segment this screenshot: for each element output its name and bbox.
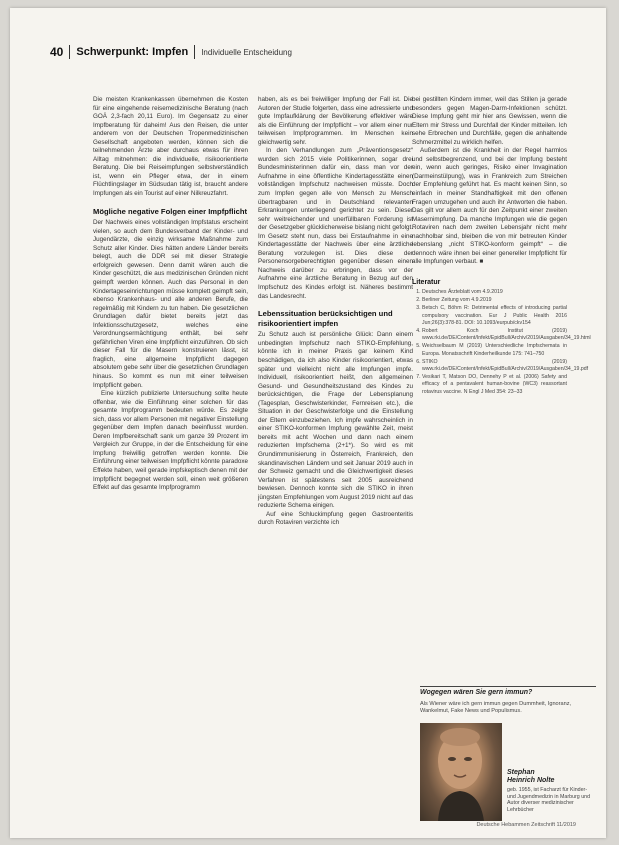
- literature-item: 1. Deutsches Ärzteblatt vom 4.9.2019: [422, 289, 567, 296]
- paragraph: In den Verhandlungen zum „Präventionsgesetz“ wurden sich 2015 viele Politikerinnen, sogar drei Bundesministerinnen dafür ein, dass man vor der Aufnahme in eine öffentliche Kindertagesstätte einen vollständigen Impfschutz nachweisen müsste. Doch zum Impfen gegen alle von Mensch zu Mensch übertragbaren und in Deutschland relevanten Erkrankungen unterliegend gerichtet zu sein. Dieser sehr weitreichender und unerfüllbaren Forderung ist der Gesetzgeber glücklicherweise bislang nicht gefolgt. Im Gesetz steht nun, dass bei Erstaufnahme in eine Kindertagesstätte der Nachweis über eine ärztliche Beratung vorzulegen ist. Dies diese der Personensorgeberechtigten gegenüber diesen einen Nachweis darüber zu erbringen, dass vor der Aufnahme eine ärztliche Beratung in Bezug auf den Impfschutz des Kindes erfolgt ist. Näheres bestimmt das Landesrecht.: [258, 147, 413, 300]
- literature-item: 7. Vesikari T, Matson DO, Dennehy P et al. (2006) Safety and efficacy of a pentavalent human-bovine (WC3) reassortant rotavirus vaccine. N Engl J Med 354: 23–33: [422, 374, 567, 396]
- header-divider: [69, 45, 70, 59]
- author-first-name: Stephan: [507, 769, 535, 776]
- section-heading: Mögliche negative Folgen einer Impfpflicht: [93, 206, 247, 216]
- literature-item: 5. Weichselbaum M (2019) Unterschiedliche Impfschemata in Europa. Monatsschrift Kinderheilkunde 175: 741–750: [422, 343, 567, 358]
- paragraph: haben, als es bei freiwilliger Impfung der Fall ist. Die Autoren der Studie folgerten, dass eine adressierte und gute Impfaufklärung der Bevölkerung effektiver wäre als die Einführung der Impfpflicht – vor allem einer nur teilweisen Impfprogrammen. Im Menschen kein gleichwertig sehr.: [258, 96, 413, 146]
- page-number: 40: [50, 45, 64, 59]
- literature-item: 6. STIKO (2019) www.rki.de/DE/Content/Infekt/EpidBull/Archiv/2019/Ausgaben/34_19.pdf: [422, 359, 567, 374]
- paragraph: Außerdem ist die Krankheit in der Regel harmlos und selbstbegrenzend, und bei der Impfung besteht ein, wenn auch geringes, Risiko einer Invagination (Darmeinstülpung), was in Frankreich zum Streichen der Empfehlung geführt hat. Es macht keinen Sinn, so einfach in meiner Standhaftigkeit mit den offenen Fragen umzugehen und auch ihr Antworten die haben. Das gilt vor allem auch für den Zeitpunkt einer zweiten Masernimpfung. Da manche Impfungen wie die gegen Rotaviren nach dem zweiten Lebensjahr nicht mehr nachholbar sind, bleiben die von mir betreuten Kinder lebenslang „nicht STIKO-konform geimpft“ – die dennoch wäre ihnen bei einer genereller Impfpflicht für alle Impfungen verbaut. ■: [412, 147, 567, 266]
- portrait-image: [420, 723, 502, 821]
- literature-list: [412, 289, 591, 396]
- literature-item: 3. Betsch C, Böhm R: Detrimental effects of introducing partial compulsory vaccination. Eur J Public Health 2016 Jun;26(3):378-81. DOI: 10.1093/eurpub/ckv154: [422, 305, 567, 327]
- subsection-title: Individuelle Entscheidung: [201, 47, 292, 57]
- page-header: [50, 45, 292, 59]
- interview-box-text: Als Wiener wäre ich gern immun gegen Dummheit, Ignoranz, Wankelmut, Fake News und Populismus.: [420, 701, 572, 715]
- header-divider: [194, 45, 195, 59]
- magazine-page: [10, 8, 606, 838]
- author-photo: [420, 723, 502, 821]
- page-footer: Deutsche Hebammen Zeitschrift 11/2019: [476, 822, 576, 828]
- author-bio: geb. 1955, ist Facharzt für Kinder- und Jugendmedizin in Marburg und Autor diverser medizinischer Lehrbücher: [507, 787, 591, 813]
- section-title: Schwerpunkt: Impfen: [76, 46, 189, 58]
- literature-title: Literatur: [412, 278, 441, 286]
- text-column-2: [258, 96, 413, 528]
- paragraph: Die meisten Krankenkassen übernehmen die Kosten für eine eingehende reisemedizinische Beratung (nach GOÄ 2,3-fach 20,11 Euro). Im Gegensatz zu einer Impfberatung für daheim! Aus den Reisen, die unter anderem von der Deutschen Tropenmedizinischen Gesellschaft angeboten werden, können sich die teilnehmenden Ärzte aber durchaus etwas für ihren Alltag mitnehmen: die individuelle, risikoorientierte Beratung. Die bei Reiseimpfungen selbstverständlich ist, wenn ein Pfleger etwa, der in einem Flüchtlingslager im Südsudan tätig ist, braucht andere Impfungen als ein Tourist auf einer Nilkreuzfahrt.: [93, 96, 248, 198]
- paragraph: Der Nachweis eines vollständigen Impfstatus erscheint vielen, so auch dem Bundesverband der Kinder- und Jugendärzte, die einzig wirksame Maßnahme zum Schutz aller Kinder. Dies hätten andere Länder bereits belegt, auch die DDR sei mit dieser Strategie erfolgreich gewesen. Denn damit wären auch die Kinder geschützt, die aus medizinischen Gründen nicht geimpft werden können. Auch das Personal in den Kindertageseinrichtungen müsse komplett geimpft sein, ebenso Krankenhaus- und alle anderen Berufe, die regelmäßig mit Kindern zu tun haben. Die gesetzlichen Grundlagen dafür bietet bereits jetzt das Infektionsschutzgesetz, welches eine Verordnungsermächtigung enthält, bei sehr gefährlichen Viren eine Impfpflicht einzuführen. Ob sich dieser Fall für die Masern konstruieren lässt, ist fraglich, eine allgemeine Impfpflicht dagegen absolutem gebe sehr über die gesetzlichen Grundlagen hinaus. So kommt es nun mit einer teilweisen Impfpflicht geben.: [93, 219, 248, 389]
- paragraph: Eine kürzlich publizierte Untersuchung sollte heute offenbar, wie die Einführung einer solchen für das gesamte Impfprogramm bedeuten würde. Es zeigte sich, dass vor allem Personen mit negativer Einstellung gegenüber dem Impfen danach beeinflusst wurden. Deren Impfbereitschaft sank um ganze 39 Prozent im Vergleich zur Gruppe, in der die Entscheidung für eine Impfung freiwillig getroffen werden konnte. Die Einführung einer teilweisen Impfpflicht könnte paradoxe Effekte haben, weil gerade impfskeptisch denen mit der Impfpflicht begegnet werden soll, einen weit größeren Effekt auf das gesamte Impfprogramm: [93, 390, 248, 492]
- text-column-1: [93, 96, 248, 493]
- author-name: [507, 769, 554, 785]
- paragraph: Zu Schutz auch ist persönliche Glück: Dann einem unbedingten Impfschutz nach STIKO-Empfehlung, könnte ich in meiner Praxis gar keinem Kind beschädigen, da ich also Kinder risikoorientiert, etwas später und vielleicht nicht alle Impfungen impfe. Individuell, risikoorientiert heißt, den allgemeinen Gesund- und Gesundheitszustand des Kindes zu berücksichtigen, die Frage der Lebensplanung (Tagesplan, Geschwisterkinder, Fernreisen etc.), die Situation in der Geschwisterfolge und die Einstellung der Eltern einzubeziehen. Ich impfe wahrscheinlich in einer STIKO-konformen Impfung gewählte Zeit, meist bereits mit acht Wochen und dann nach einem reduzierten Impfschema (2+1*). So wird es mit Grundimmunisierung in Österreich, Frankreich, den skandinavischen Ländern und seit Januar 2019 auch in der Schweiz gemacht und die Gleichwertigkeit dieses Verfahren ist spätestens seit 2005 ausreichend bewiesen. Dennoch konnte sich die STIKO in ihren jüngsten Empfehlungen vom August 2019 nicht auf das reduzierte Schema einigen.: [258, 331, 413, 510]
- text-column-3: [412, 96, 591, 397]
- interview-box-title: Wogegen wären Sie gern immun?: [420, 686, 596, 696]
- author-last-name: Heinrich Nolte: [507, 777, 555, 784]
- paragraph: bei gestillten Kindern immer, weil das Stillen ja gerade besonders gegen Magen-Darm-Infektionen schützt. Diese Impfung geht mir hier ans Gewissen, wenn die Eltern mir Stress und Durchfall der Kinder mitteilen. Ich sehe Erbrechen und Durchfälle, gegen die anhaltende Schmerzmittel zu wirklich helfen.: [412, 96, 567, 146]
- literature-item: 2. Berliner Zeitung vom 4.9.2019: [422, 297, 567, 304]
- paragraph: Auf eine Schluckimpfung gegen Gastroenteritis durch Rotaviren verzichte ich: [258, 510, 413, 527]
- section-heading: Lebenssituation berücksichtigen und risikoorientiert impfen: [258, 309, 393, 328]
- literature-item: 4. Robert Koch Institut (2019) www.rki.de/DE/Content/Infekt/EpidBull/Archiv/2019/Ausgaben/34_19.html: [422, 328, 567, 343]
